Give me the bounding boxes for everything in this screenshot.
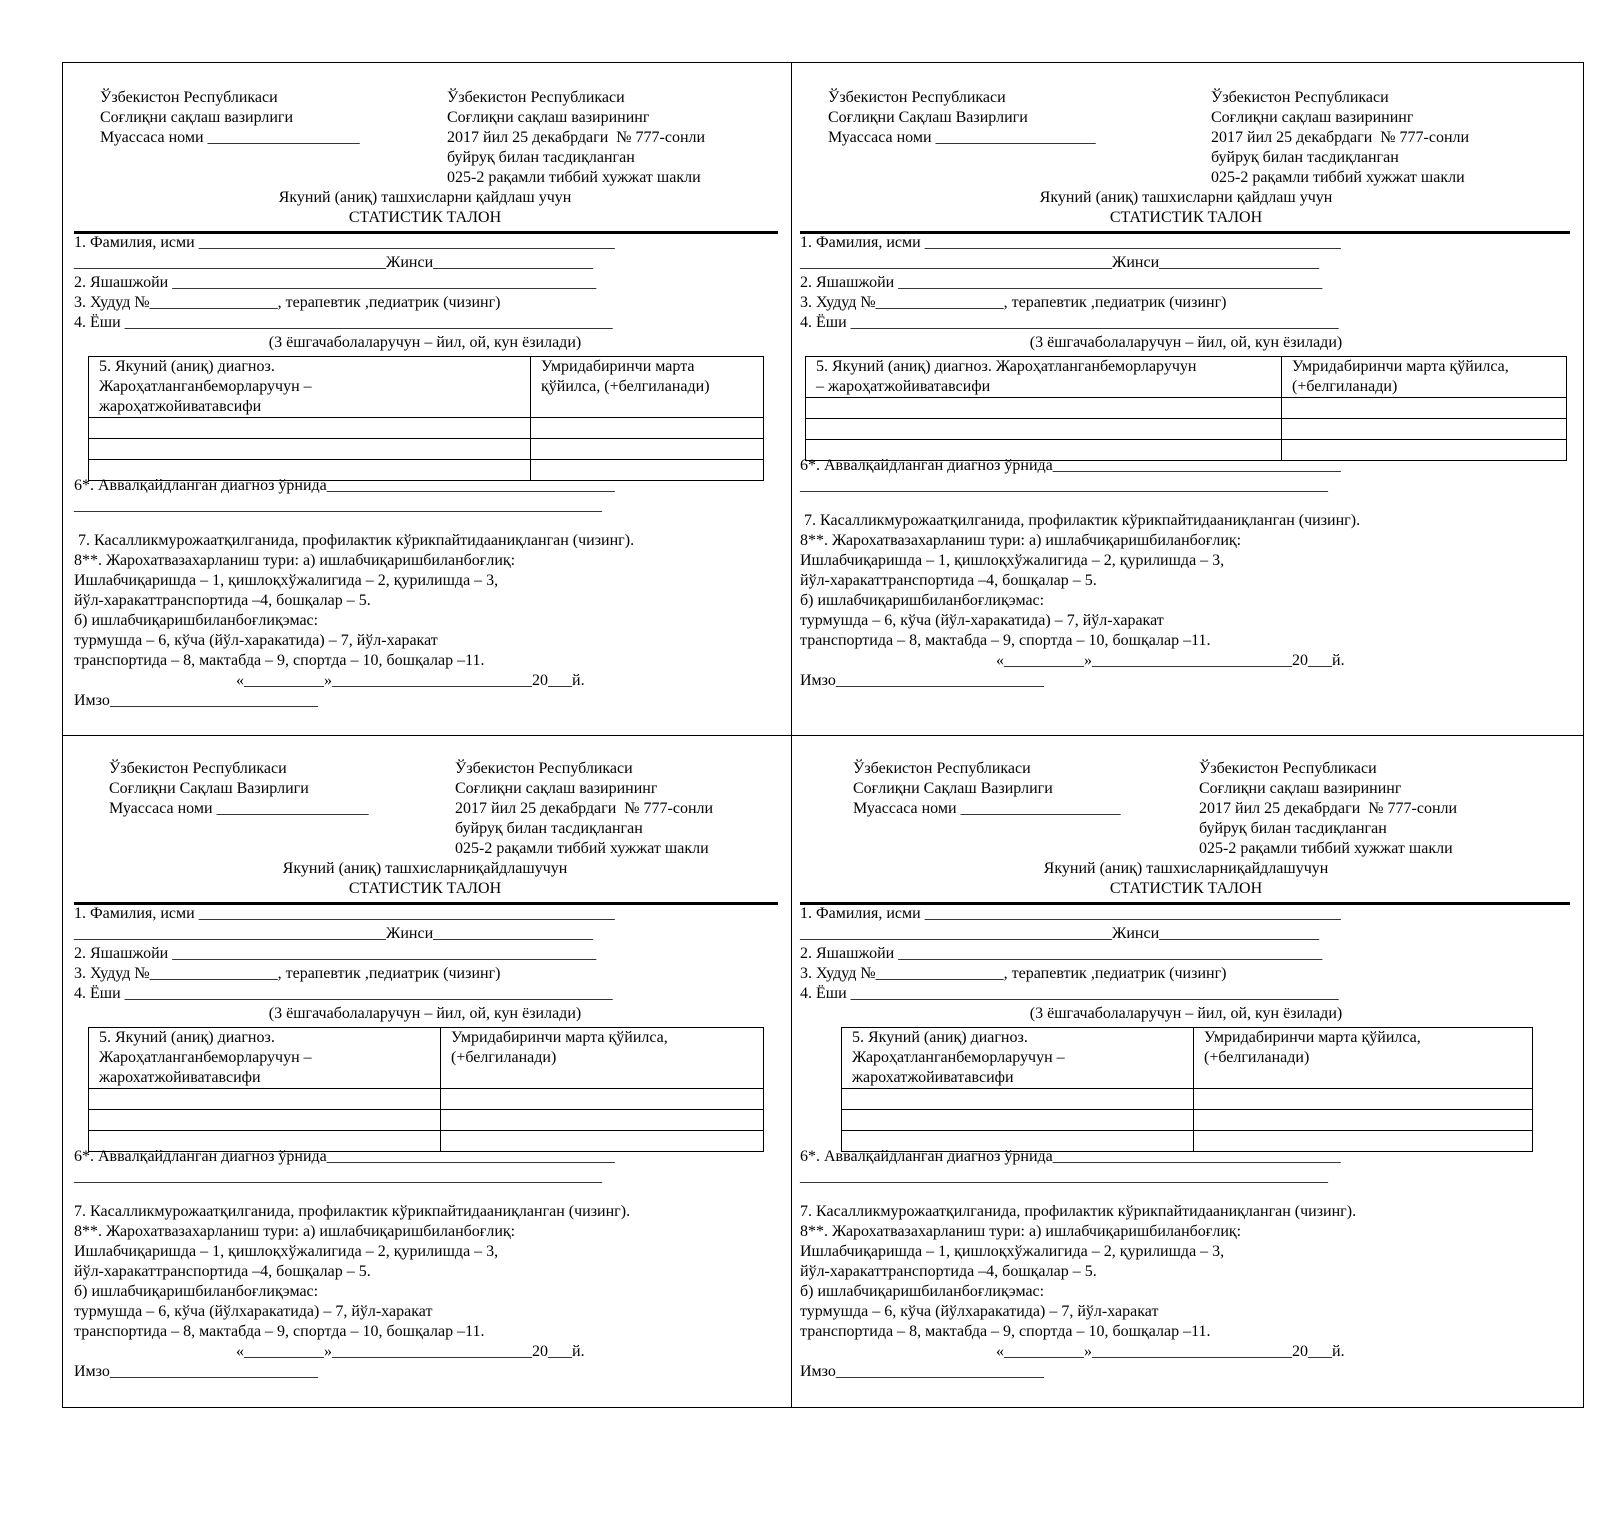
diagnosis-table (805, 356, 1567, 461)
previous-diagnosis-continuation[interactable]: __________________________________________________________________ (800, 477, 1328, 494)
signature-field[interactable]: Имзо__________________________ (800, 1363, 1044, 1380)
injury-type-heading: 8**. Жарохатвазахарланиш тури: а) ишлабчиқаришбиланбоғлиқ: (800, 1223, 1242, 1240)
detection-note: 7. Касалликмурожаатқилганида, профилактик кўрикпайтидааниқланган (чизинг). (74, 532, 635, 549)
injury-nonwork-options: турмушда – 6, кўча (йўлхаракатида) – 7, йўл-харакат (74, 1303, 433, 1320)
injury-nonwork-heading: б) ишлабчиқаришбиланбоғлиқэмас: (74, 612, 319, 629)
header-right-line: буйруқ билан тасдиқланган (447, 149, 635, 166)
header-right-line: 025-2 рақамли тиббий хужжат шакли (447, 169, 701, 186)
signature-field[interactable]: Имзо__________________________ (800, 672, 1044, 689)
detection-note: 7. Касалликмурожаатқилганида, профилактик кўрикпайтидааниқланган (чизинг). (74, 1203, 631, 1220)
coupon-subtitle: Якуний (аниқ) ташхисларниқайдлашучун (1043, 860, 1329, 877)
header-left-line: Соғлиқни сақлаш вазирлиги (100, 109, 294, 126)
previous-diagnosis-field[interactable]: 6*. Аввалқайдланган диагноз ўрнида____________________________________ (74, 1148, 615, 1165)
diagnosis-table (841, 1027, 1533, 1152)
coupon-title: СТАТИСТИК ТАЛОН (348, 880, 502, 897)
header-right-line: 2017 йил 25 декабрдаги № 777-сонли (455, 800, 714, 817)
date-field[interactable]: «__________»_________________________20___й. (996, 652, 1345, 669)
first-time-header-line: қўйилса, (+белгиланади) (541, 378, 710, 395)
previous-diagnosis-field[interactable]: 6*. Аввалқайдланган диагноз ўрнида____________________________________ (74, 477, 615, 494)
header-left-line: Ўзбекистон Республикаси (853, 760, 1031, 777)
diagnosis-row (806, 398, 1567, 419)
gender-field[interactable]: _______________________________________Жинси____________________ (800, 925, 1320, 942)
coupon-title: СТАТИСТИК ТАЛОН (1109, 880, 1263, 897)
injury-nonwork-heading: б) ишлабчиқаришбиланбоғлиқэмас: (800, 592, 1045, 609)
diagnosis-header-line: жарохатжойиватавсифи (852, 1069, 1014, 1086)
diagnosis-header-cell (89, 357, 531, 418)
diagnosis-header-cell (842, 1028, 1194, 1089)
coupon-title: СТАТИСТИК ТАЛОН (1109, 209, 1263, 226)
district-field[interactable]: 3. Худуд №________________, терапевтик ,педиатрик (чизинг) (800, 294, 1227, 311)
diagnosis-row (842, 1089, 1533, 1110)
injury-nonwork-options: турмушда – 6, кўча (йўл-харакатида) – 7, йўл-харакат (74, 632, 438, 649)
header-right-line: Соғлиқни сақлаш вазирининг (447, 109, 650, 126)
diagnosis-table (88, 356, 764, 481)
header-left-line: Муассаса номи ___________________ (109, 800, 369, 817)
injury-type-heading: 8**. Жарохатвазахарланиш тури: а) ишлабчиқаришбиланбоғлиқ: (74, 552, 516, 569)
residence-field[interactable]: 2. Яшашжойи _____________________________________________________ (800, 274, 1323, 291)
previous-diagnosis-continuation[interactable]: __________________________________________________________________ (74, 1168, 602, 1185)
injury-work-options: Ишлабчиқаришда – 1, қишлоқхўжалигида – 2, қурилишда – 3, (74, 1243, 499, 1260)
diagnosis-input-cell[interactable] (842, 1110, 1194, 1131)
surname-name-field[interactable]: 1. Фамилия, исми ____________________________________________________ (800, 905, 1341, 922)
header-right-line: Ўзбекистон Республикаси (455, 760, 633, 777)
gender-field[interactable]: _______________________________________Жинси____________________ (74, 254, 594, 271)
diagnosis-header-line: 5. Якуний (аниқ) диагноз. (99, 1029, 275, 1046)
first-time-header-line: Умридабиринчи марта қўйилса, (1292, 358, 1509, 375)
gender-field[interactable]: _______________________________________Жинси____________________ (800, 254, 1320, 271)
header-right-line: Ўзбекистон Республикаси (447, 89, 625, 106)
first-time-header-cell (1194, 1028, 1533, 1089)
header-right-line: 2017 йил 25 декабрдаги № 777-сонли (1199, 800, 1458, 817)
diagnosis-row (806, 419, 1567, 440)
injury-work-options-2: йўл-харакаттранспортида –4, бошқалар – 5. (74, 1263, 371, 1280)
residence-field[interactable]: 2. Яшашжойи _____________________________________________________ (74, 274, 597, 291)
injury-work-options-2: йўл-харакаттранспортида –4, бошқалар – 5. (800, 572, 1097, 589)
first-time-header-line: Умридабиринчи марта қўйилса, (451, 1029, 668, 1046)
diagnosis-header-line: жарохатжойиватавсифи (99, 1069, 261, 1086)
diagnosis-input-cell[interactable] (806, 398, 1282, 419)
header-left-line: Муассаса номи ____________________ (828, 129, 1096, 146)
age-field[interactable]: 4. Ёши _____________________________________________________________ (74, 314, 613, 331)
diagnosis-header-line: 5. Якуний (аниқ) диагноз. (852, 1029, 1028, 1046)
first-time-header-line: (+белгиланади) (1204, 1049, 1310, 1066)
previous-diagnosis-continuation[interactable]: __________________________________________________________________ (74, 497, 602, 514)
age-note: (3 ёшгачаболаларучун – йил, ой, кун ёзилади) (1029, 334, 1343, 351)
diagnosis-input-cell[interactable] (89, 1089, 441, 1110)
age-note: (3 ёшгачаболаларучун – йил, ой, кун ёзилади) (268, 1005, 582, 1022)
header-right-line: 2017 йил 25 декабрдаги № 777-сонли (1211, 129, 1470, 146)
first-time-header-cell (531, 357, 764, 418)
header-left-line: Ўзбекистон Республикаси (109, 760, 287, 777)
diagnosis-header-line: Жароҳатланганбеморларучун – (99, 378, 312, 395)
diagnosis-input-cell[interactable] (89, 418, 531, 439)
injury-nonwork-options-2: транспортида – 8, мактабда – 9, спортда – 10, бошқалар –11. (800, 1323, 1211, 1340)
injury-work-options-2: йўл-харакаттранспортида –4, бошқалар – 5. (800, 1263, 1097, 1280)
coupon-subtitle: Якуний (аниқ) ташхисларниқайдлашучун (282, 860, 568, 877)
age-field[interactable]: 4. Ёши _____________________________________________________________ (74, 985, 613, 1002)
age-field[interactable]: 4. Ёши _____________________________________________________________ (800, 314, 1339, 331)
diagnosis-row (842, 1110, 1533, 1131)
header-left-line: Соғлиқни Сақлаш Вазирлиги (853, 780, 1053, 797)
horizontal-divider (63, 735, 1583, 736)
date-field[interactable]: «__________»_________________________20___й. (236, 1343, 585, 1360)
header-right-line: Ўзбекистон Республикаси (1199, 760, 1377, 777)
age-field[interactable]: 4. Ёши _____________________________________________________________ (800, 985, 1339, 1002)
header-right-line: буйруқ билан тасдиқланган (1211, 149, 1399, 166)
header-right-line: Соғлиқни сақлаш вазирининг (1199, 780, 1402, 797)
injury-work-options: Ишлабчиқаришда – 1, қишлоқхўжалигида – 2, қурилишда – 3, (800, 1243, 1225, 1260)
diagnosis-input-cell[interactable] (842, 1089, 1194, 1110)
diagnosis-row (89, 439, 764, 460)
diagnosis-header-line: 5. Якуний (аниқ) диагноз. Жароҳатланганбеморларучун (816, 358, 1197, 375)
injury-work-options: Ишлабчиқаришда – 1, қишлоқхўжалигида – 2, қурилишда – 3, (800, 552, 1225, 569)
coupon-title: СТАТИСТИК ТАЛОН (348, 209, 502, 226)
injury-nonwork-heading: б) ишлабчиқаришбиланбоғлиқэмас: (74, 1283, 319, 1300)
diagnosis-row (89, 1110, 764, 1131)
header-right-line: Соғлиқни сақлаш вазирининг (1211, 109, 1414, 126)
diagnosis-input-cell[interactable] (806, 419, 1282, 440)
header-right-line: Ўзбекистон Республикаси (1211, 89, 1389, 106)
date-field[interactable]: «__________»_________________________20___й. (236, 672, 585, 689)
diagnosis-header-cell (806, 357, 1282, 398)
first-time-input-cell[interactable] (1282, 419, 1567, 440)
first-time-header-cell (1282, 357, 1567, 398)
header-right-line: 025-2 рақамли тиббий хужжат шакли (1211, 169, 1465, 186)
first-time-input-cell[interactable] (1194, 1089, 1533, 1110)
diagnosis-header-line: Жароҳатланганбеморларучун – (852, 1049, 1065, 1066)
injury-nonwork-options: турмушда – 6, кўча (йўлхаракатида) – 7, йўл-харакат (800, 1303, 1159, 1320)
age-note: (3 ёшгачаболаларучун – йил, ой, кун ёзилади) (268, 334, 582, 351)
diagnosis-row (89, 418, 764, 439)
residence-field[interactable]: 2. Яшашжойи _____________________________________________________ (800, 945, 1323, 962)
first-time-input-cell[interactable] (441, 1089, 764, 1110)
diagnosis-header-line: 5. Якуний (аниқ) диагноз. (99, 358, 275, 375)
diagnosis-header-cell (89, 1028, 441, 1089)
surname-name-field[interactable]: 1. Фамилия, исми ____________________________________________________ (74, 905, 615, 922)
injury-nonwork-options-2: транспортида – 8, мактабда – 9, спортда – 10, бошқалар –11. (800, 632, 1211, 649)
first-time-input-cell[interactable] (531, 418, 764, 439)
surname-name-field[interactable]: 1. Фамилия, исми ____________________________________________________ (74, 234, 615, 251)
diagnosis-input-cell[interactable] (89, 439, 531, 460)
diagnosis-header-line: жароҳатжойиватавсифи (99, 398, 262, 415)
header-left-line: Соғлиқни Сақлаш Вазирлиги (828, 109, 1028, 126)
detection-note: 7. Касалликмурожаатқилганида, профилактик кўрикпайтидааниқланган (чизинг). (800, 1203, 1357, 1220)
diagnosis-header-line: Жароҳатланганбеморларучун – (99, 1049, 312, 1066)
district-field[interactable]: 3. Худуд №________________, терапевтик ,педиатрик (чизинг) (74, 294, 501, 311)
residence-field[interactable]: 2. Яшашжойи _____________________________________________________ (74, 945, 597, 962)
first-time-input-cell[interactable] (1282, 398, 1567, 419)
detection-note: 7. Касалликмурожаатқилганида, профилактик кўрикпайтидааниқланган (чизинг). (800, 512, 1361, 529)
first-time-header-line: Умридабиринчи марта (541, 358, 695, 375)
coupon-subtitle: Якуний (аниқ) ташхисларни қайдлаш учун (1039, 189, 1333, 206)
header-right-line: буйруқ билан тасдиқланган (455, 820, 643, 837)
signature-field[interactable]: Имзо__________________________ (74, 1363, 318, 1380)
signature-field[interactable]: Имзо__________________________ (74, 692, 318, 709)
header-right-line: Соғлиқни сақлаш вазирининг (455, 780, 658, 797)
injury-type-heading: 8**. Жарохатвазахарланиш тури: а) ишлабчиқаришбиланбоғлиқ: (800, 532, 1242, 549)
diagnosis-table (88, 1027, 764, 1152)
injury-work-options: Ишлабчиқаришда – 1, қишлоқхўжалигида – 2, қурилишда – 3, (74, 572, 499, 589)
header-left-line: Соғлиқни Сақлаш Вазирлиги (109, 780, 309, 797)
header-left-line: Ўзбекистон Республикаси (100, 89, 278, 106)
surname-name-field[interactable]: 1. Фамилия, исми ____________________________________________________ (800, 234, 1341, 251)
coupon-subtitle: Якуний (аниқ) ташхисларни қайдлаш учун (278, 189, 572, 206)
diagnosis-row (89, 1089, 764, 1110)
injury-nonwork-options-2: транспортида – 8, мактабда – 9, спортда – 10, бошқалар –11. (74, 652, 485, 669)
diagnosis-header-line: – жароҳатжойиватавсифи (816, 378, 991, 395)
district-field[interactable]: 3. Худуд №________________, терапевтик ,педиатрик (чизинг) (800, 965, 1227, 982)
first-time-header-cell (441, 1028, 764, 1089)
previous-diagnosis-continuation[interactable]: __________________________________________________________________ (800, 1168, 1328, 1185)
header-right-line: 025-2 рақамли тиббий хужжат шакли (455, 840, 709, 857)
first-time-input-cell[interactable] (1194, 1110, 1533, 1131)
header-left-line: Муассаса номи ___________________ (100, 129, 360, 146)
first-time-header-line: (+белгиланади) (451, 1049, 557, 1066)
previous-diagnosis-field[interactable]: 6*. Аввалқайдланган диагноз ўрнида____________________________________ (800, 1148, 1341, 1165)
district-field[interactable]: 3. Худуд №________________, терапевтик ,педиатрик (чизинг) (74, 965, 501, 982)
header-right-line: 025-2 рақамли тиббий хужжат шакли (1199, 840, 1453, 857)
injury-work-options-2: йўл-харакаттранспортида –4, бошқалар – 5. (74, 592, 371, 609)
first-time-input-cell[interactable] (441, 1110, 764, 1131)
header-left-line: Муассаса номи ____________________ (853, 800, 1121, 817)
previous-diagnosis-field[interactable]: 6*. Аввалқайдланган диагноз ўрнида____________________________________ (800, 457, 1341, 474)
injury-nonwork-heading: б) ишлабчиқаришбиланбоғлиқэмас: (800, 1283, 1045, 1300)
diagnosis-input-cell[interactable] (89, 1110, 441, 1131)
first-time-header-line: Умридабиринчи марта қўйилса, (1204, 1029, 1421, 1046)
first-time-header-line: (+белгиланади) (1292, 378, 1398, 395)
injury-nonwork-options-2: транспортида – 8, мактабда – 9, спортда – 10, бошқалар –11. (74, 1323, 485, 1340)
first-time-input-cell[interactable] (531, 439, 764, 460)
date-field[interactable]: «__________»_________________________20___й. (996, 1343, 1345, 1360)
header-right-line: буйруқ билан тасдиқланган (1199, 820, 1387, 837)
header-right-line: 2017 йил 25 декабрдаги № 777-сонли (447, 129, 706, 146)
injury-nonwork-options: турмушда – 6, кўча (йўл-харакатида) – 7, йўл-харакат (800, 612, 1164, 629)
age-note: (3 ёшгачаболаларучун – йил, ой, кун ёзилади) (1029, 1005, 1343, 1022)
header-left-line: Ўзбекистон Республикаси (828, 89, 1006, 106)
injury-type-heading: 8**. Жарохатвазахарланиш тури: а) ишлабчиқаришбиланбоғлиқ: (74, 1223, 516, 1240)
gender-field[interactable]: _______________________________________Жинси____________________ (74, 925, 594, 942)
